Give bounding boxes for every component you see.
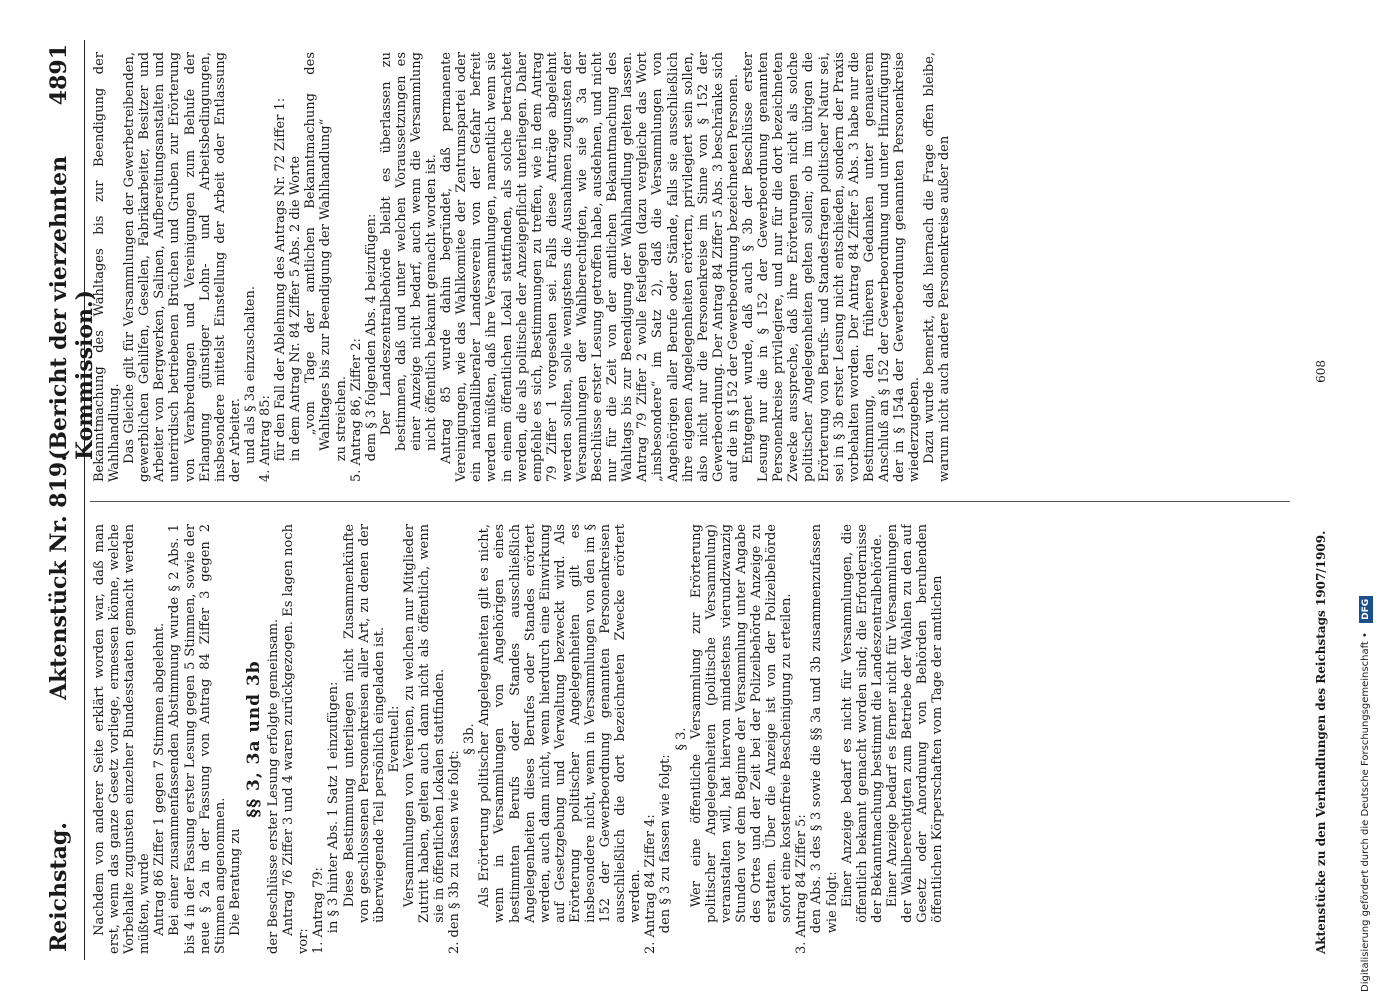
list-item: 5. Antrag 86, Ziffer 2:: [348, 338, 364, 482]
paragraph: Entgegnet wurde, daß auch § 3b der Beschlüsse erster Lesung nur die in § 152 der Gewerbeordnung genannten Personenkreise privilegiere, und nur für die dort bezeichneten Zwecke ausspreche, daß ihre Erörterungen nicht als solche politischer Angelegenheiten gelten sollen; ob im übrigen die Erörterung von Berufs- und Standesfragen politischer Natur sei, sei in § 3b erster Lesung nicht entschieden, sondern der Praxis vorbehalten worden. Der Antrag 84 Ziffer 5 Abs. 3 habe nur die Bestimmung, den früheren Gedanken unter genauerem Anschluß an § 152 der Gewerbeordnung und unter Hinzufügung der in § 154a der Gewerbeordnung genannten Personenkreise wiederzugeben.: [741, 52, 923, 482]
paragraph: den Abs. 3 des § 3 sowie die §§ 3a und 3b zusammenzufassen wie folgt:: [809, 524, 840, 934]
paragraph: in § 3 hinter Abs. 1 Satz 1 einzufügen:: [326, 681, 342, 934]
paragraph: Dazu wurde bemerkt, daß hiernach die Frage offen bleibe, warum nicht auch andere Personenkreise außer den: [922, 52, 953, 482]
paragraph: Einer Anzeige bedarf es nicht für Versammlungen, die öffentlich bekannt gemacht worden sind; die Erfordernisse der Bekanntmachung bestimmt die Landeszentralbehörde.: [839, 524, 885, 923]
paragraph: dem § 3 folgenden Abs. 4 beizufügen:: [363, 213, 379, 462]
paragraph: Versammlungen von Vereinen, zu welchen nur Mitglieder Zutritt haben, gelten auch dann nicht als öffentlich, wenn sie in öffentlichen Lokalen stattfinden.: [401, 524, 448, 923]
digitization-note: [1355, 8, 1377, 992]
list-item: 2. den § 3b zu fassen wie folgt:: [447, 750, 463, 954]
paragraph: in dem Antrag Nr. 84 Ziffer 5 Abs. 2 die Worte: [288, 155, 304, 462]
paragraph: Bei einer zusammenfassenden Abstimmung wurde § 2 Abs. 1 bis 4 in der Fassung erster Lesung gegen 5 Stimmen, sowie der neue § 2a in der Fassung von Antrag 84 Ziffer 3 gegen 2 Stimmen angenommen.: [167, 524, 228, 954]
paragraph: Bekanntmachung des Wahltages bis zur Beendigung der Wahlhandlung.: [92, 52, 123, 482]
digitization-text: Digitalisierung gefördert durch die Deutsche Forschungsgemeinschaft •: [1360, 632, 1371, 992]
header-left: Reichstag.: [46, 822, 72, 952]
list-item: 1. Antrag 79:: [311, 867, 327, 954]
list-item: 4. Antrag 85:: [258, 395, 274, 482]
paragraph: Einer Anzeige bedarf es ferner nicht für Versammlungen der Wahlberechtigten zum Betriebe der Wahlen zu den auf Gesetz oder Anordnung von Behörden beruhenden öffentlichen Körperschaften vom Tage der amtlichen: [884, 524, 946, 923]
page-number: 4891: [46, 44, 72, 106]
paragraph: der Beschlüsse erster Lesung erfolgte gemeinsam.: [266, 618, 282, 954]
paragraph: § 3b.: [462, 723, 478, 755]
paragraph: zu streichen.: [333, 376, 349, 462]
paragraph: Die Beratung zu: [227, 828, 243, 936]
paragraph: Antrag 85 wurde dahin begründet, daß permanente Vereinigungen, wie das Wahlkomitee der Zentrumspartei oder ein nationalliberaler Landesverein von der Gefahr befreit werden müßten, daß ihre Versammlungen, namentlich wenn sie in einem öffentlichen Lokal stattfinden, als solche betrachtet werden, die als politische der Anzeigepflicht unterliegen. Daher empfehle es sich, Bestimmungen zu treffen, wie in dem Antrag 79 Ziffer 1 vorgesehen sei. Falls diese Anträge abgelehnt werden sollten, solle wenigstens die Ausnahmen zugunsten der Versammlungen der Wahlberechtigten, wie sie § 3a der Beschlüsse erster Lesung getroffen habe, ausdehnen, und nicht nur für die Zeit von der amtlichen Bekanntmachung des Wahltags bis zur Beendigung der Wahlhandlung gelten lassen. Antrag 79 Ziffer 2 wolle festlegen (dazu vergleiche das Wort „insbesondere“ im Satz 2), daß die Versammlungen von Angehörigen aller Berufe oder Stände, falls sie ausschließlich ihre eigenen Angelegenheiten erörtern, privilegiert sein sollen, also nicht nur die Personenkreise im Sinne von § 152 der Gewerbeordnung. Der Antrag 84 Ziffer 5 Abs. 3 beschränke sich auf die in § 152 der Gewerbeordnung bezeichneten Personen.: [439, 52, 741, 482]
paragraph: Antrag 76 Ziffer 3 und 4 waren zurückgezogen. Es lagen noch vor:: [281, 524, 312, 954]
column-divider: [90, 501, 1290, 502]
footer-number: 608: [1314, 360, 1328, 383]
paragraph: Als Erörterung politischer Angelegenheiten gilt es nicht, wenn in Versammlungen von Angehörigen eines bestimmten Berufs oder Standes ausschließlich Angelegenheiten dieses Berufes oder Standes erörtert werden, auch dann nicht, wenn hierdurch eine Einwirkung auf Gesetzgebung und Verwaltung bezweckt wird. Als Erörterung politischer Angelegenheiten gilt es insbesondere nicht, wenn in Versammlungen von den im § 152 der Gewerbeordnung genannten Personenkreisen ausschließlich die dort bezeichneten Zwecke erörtert werden.: [477, 524, 644, 923]
paragraph: Diese Bestimmung unterliegen nicht Zusammenkünfte von geschlossenen Personenkreisen aller Art, zu denen der überwiegende Teil persönlich eingeladen ist.: [341, 524, 387, 923]
page-header: [40, 40, 98, 960]
paragraph: „vom Tage der amtlichen Bekanntmachung des Wahltages bis zur Beendigung der Wahlhandlung“: [303, 52, 334, 451]
paragraph: Wer eine öffentliche Versammlung zur Erörterung politischer Angelegenheiten (politische Versammlung) veranstalten will, hat hiervon mindestens vierundzwanzig Stunden vor dem Beginne der Versammlung unter Angabe des Ortes und der Zeit bei der Polizeibehörde Anzeige zu erstatten. Über die Anzeige ist von der Polizeibehörde sofort eine kostenfreie Bescheinigung zu erteilen.: [688, 524, 795, 923]
paragraph: Der Landeszentralbehörde bleibt es überlassen zu bestimmen, daß und unter welchen Voraussetzungen es einer Anzeige nicht bedarf, auch wenn die Versammlung nicht öffentlich bekannt gemacht worden ist.: [378, 52, 440, 451]
paragraph: Das Gleiche gilt für Versammlungen der Gewerbetreibenden, gewerblichen Gehilfen, Gesellen, Fabrikarbeiter, Besitzer und Arbeiter von Bergwerken, Salinen, Aufbereitungsanstalten und unterirdisch betriebenen Brüchen und Gruben zur Erörterung von Verabredungen und Vereinigungen zum Behufe der Erlangung günstiger Lohn- und Arbeitsbedingungen, insbesondere mittelst Einstellung der Arbeit oder Entlassung der Arbeiter.: [122, 52, 243, 482]
dfg-logo: DFG: [1359, 596, 1373, 623]
paragraph: § 3.: [673, 727, 689, 751]
header-center: Aktenstück Nr. 819.: [46, 454, 72, 700]
section-heading: §§ 3, 3a und 3b: [243, 660, 264, 818]
paragraph: Antrag 86 Ziffer 1 gegen 7 Stimmen abgelehnt.: [152, 622, 168, 936]
paragraph: Nachdem von anderer Seite erklärt worden war, daß man erst, wenn das ganze Gesetz vorliege, ermessen könne, welche Vorbehalte zugunsten einzelner Bundesstaaten gemacht werden müßten, wurde: [92, 524, 153, 954]
column-right: [92, 52, 1322, 482]
list-item: 3. Antrag 84 Ziffer 5:: [794, 814, 810, 954]
list-item: 2. Antrag 84 Ziffer 4:: [643, 814, 659, 954]
column-left: [92, 524, 1322, 954]
rotated-page: [40, 40, 1340, 960]
paragraph: für den Fall der Ablehnung des Antrags Nr. 72 Ziffer 1:: [273, 97, 289, 462]
paragraph: und als § 3a einzuschalten.: [242, 286, 258, 464]
footer-source: Aktenstücke zu den Verhandlungen des Reichstags 1907/1909.: [1314, 530, 1328, 954]
paragraph: Eventuell:: [386, 705, 402, 773]
paragraph: den § 3 zu fassen wie folgt:: [658, 754, 674, 934]
header-right: (Bericht der vierzehnten Kommission.): [46, 155, 98, 460]
